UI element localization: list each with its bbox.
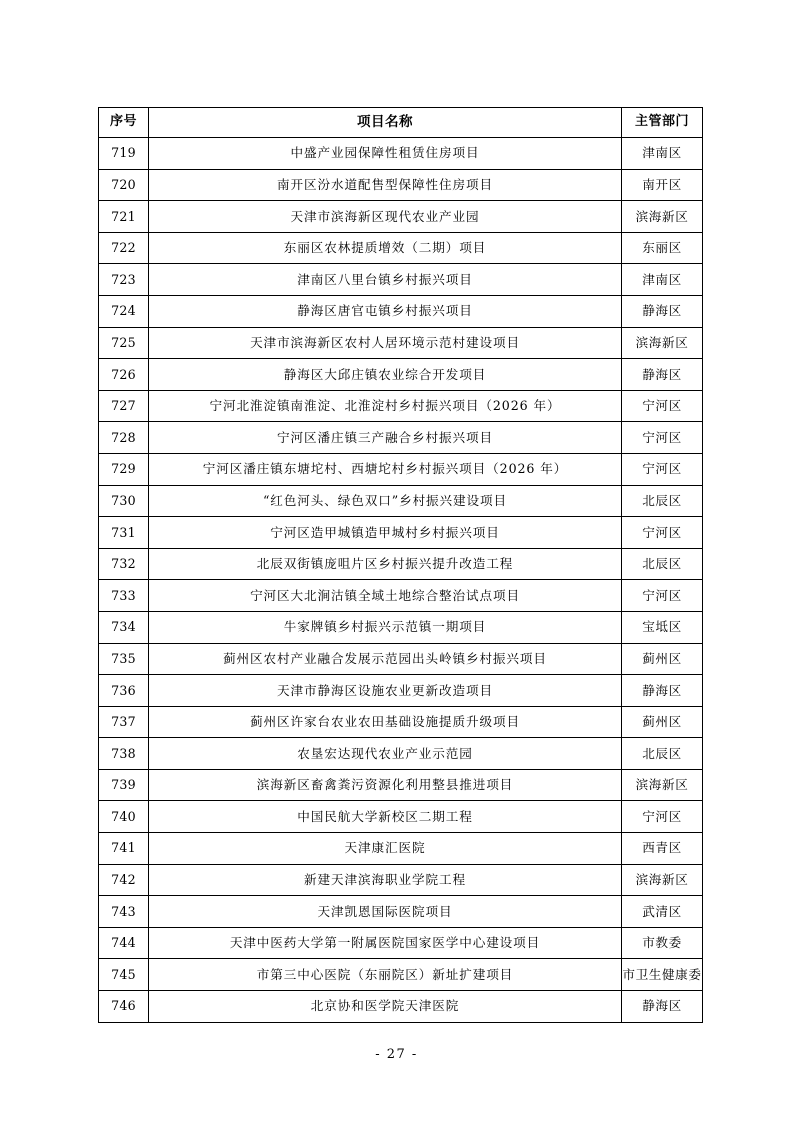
cell-department: 津南区 bbox=[622, 138, 703, 170]
cell-department: 南开区 bbox=[622, 169, 703, 201]
cell-department: 宁河区 bbox=[622, 453, 703, 485]
cell-sequence: 724 bbox=[99, 295, 149, 327]
cell-department: 宁河区 bbox=[622, 517, 703, 549]
cell-department: 宁河区 bbox=[622, 801, 703, 833]
cell-department: 宁河区 bbox=[622, 580, 703, 612]
cell-department: 静海区 bbox=[622, 991, 703, 1023]
cell-sequence: 735 bbox=[99, 643, 149, 675]
cell-project-name: “红色河头、绿色双口”乡村振兴建设项目 bbox=[149, 485, 622, 517]
cell-sequence: 729 bbox=[99, 453, 149, 485]
table-row bbox=[99, 264, 703, 296]
table-row bbox=[99, 485, 703, 517]
cell-project-name: 宁河区潘庄镇东塘坨村、西塘坨村乡村振兴项目（2026 年） bbox=[149, 453, 622, 485]
cell-sequence: 742 bbox=[99, 864, 149, 896]
table-row bbox=[99, 896, 703, 928]
cell-project-name: 天津市滨海新区现代农业产业园 bbox=[149, 201, 622, 233]
cell-project-name: 静海区大邱庄镇农业综合开发项目 bbox=[149, 359, 622, 391]
table-row bbox=[99, 580, 703, 612]
cell-project-name: 中盛产业园保障性租赁住房项目 bbox=[149, 138, 622, 170]
cell-sequence: 721 bbox=[99, 201, 149, 233]
cell-sequence: 745 bbox=[99, 959, 149, 991]
cell-project-name: 北京协和医学院天津医院 bbox=[149, 991, 622, 1023]
table-row bbox=[99, 643, 703, 675]
table-row bbox=[99, 833, 703, 865]
table-row bbox=[99, 359, 703, 391]
table-row bbox=[99, 548, 703, 580]
cell-department: 蓟州区 bbox=[622, 643, 703, 675]
cell-project-name: 静海区唐官屯镇乡村振兴项目 bbox=[149, 295, 622, 327]
cell-department: 蓟州区 bbox=[622, 706, 703, 738]
table-body bbox=[99, 138, 703, 1023]
table-row bbox=[99, 864, 703, 896]
cell-project-name: 津南区八里台镇乡村振兴项目 bbox=[149, 264, 622, 296]
cell-project-name: 蓟州区许家台农业农田基础设施提质升级项目 bbox=[149, 706, 622, 738]
page-number: - 27 - bbox=[375, 1047, 418, 1062]
table-row bbox=[99, 169, 703, 201]
cell-department: 静海区 bbox=[622, 675, 703, 707]
cell-project-name: 宁河区潘庄镇三产融合乡村振兴项目 bbox=[149, 422, 622, 454]
table-row bbox=[99, 295, 703, 327]
project-table bbox=[98, 107, 703, 1023]
table-row bbox=[99, 232, 703, 264]
column-header-sequence: 序号 bbox=[99, 108, 149, 138]
cell-project-name: 滨海新区畜禽粪污资源化利用整县推进项目 bbox=[149, 769, 622, 801]
table-row bbox=[99, 138, 703, 170]
cell-department: 宁河区 bbox=[622, 422, 703, 454]
cell-department: 西青区 bbox=[622, 833, 703, 865]
cell-sequence: 733 bbox=[99, 580, 149, 612]
table-row bbox=[99, 201, 703, 233]
table-row bbox=[99, 738, 703, 770]
table-row bbox=[99, 959, 703, 991]
cell-sequence: 739 bbox=[99, 769, 149, 801]
table-row bbox=[99, 611, 703, 643]
cell-sequence: 726 bbox=[99, 359, 149, 391]
cell-project-name: 天津市静海区设施农业更新改造项目 bbox=[149, 675, 622, 707]
cell-sequence: 734 bbox=[99, 611, 149, 643]
cell-sequence: 746 bbox=[99, 991, 149, 1023]
cell-sequence: 720 bbox=[99, 169, 149, 201]
cell-department: 宁河区 bbox=[622, 390, 703, 422]
cell-sequence: 737 bbox=[99, 706, 149, 738]
table-row bbox=[99, 390, 703, 422]
cell-sequence: 730 bbox=[99, 485, 149, 517]
cell-project-name: 新建天津滨海职业学院工程 bbox=[149, 864, 622, 896]
cell-department: 北辰区 bbox=[622, 485, 703, 517]
cell-department: 滨海新区 bbox=[622, 864, 703, 896]
cell-department: 宝坻区 bbox=[622, 611, 703, 643]
cell-sequence: 725 bbox=[99, 327, 149, 359]
cell-project-name: 东丽区农林提质增效（二期）项目 bbox=[149, 232, 622, 264]
cell-department: 滨海新区 bbox=[622, 327, 703, 359]
cell-department: 滨海新区 bbox=[622, 769, 703, 801]
cell-project-name: 宁河北淮淀镇南淮淀、北淮淀村乡村振兴项目（2026 年） bbox=[149, 390, 622, 422]
cell-sequence: 736 bbox=[99, 675, 149, 707]
cell-project-name: 天津凯恩国际医院项目 bbox=[149, 896, 622, 928]
cell-project-name: 中国民航大学新校区二期工程 bbox=[149, 801, 622, 833]
table-row bbox=[99, 801, 703, 833]
cell-project-name: 宁河区造甲城镇造甲城村乡村振兴项目 bbox=[149, 517, 622, 549]
table-row bbox=[99, 769, 703, 801]
column-header-department: 主管部门 bbox=[622, 108, 703, 138]
table-row bbox=[99, 675, 703, 707]
cell-department: 津南区 bbox=[622, 264, 703, 296]
cell-department: 滨海新区 bbox=[622, 201, 703, 233]
project-table-container bbox=[98, 107, 702, 1023]
cell-department: 武清区 bbox=[622, 896, 703, 928]
cell-project-name: 宁河区大北涧沽镇全域土地综合整治试点项目 bbox=[149, 580, 622, 612]
column-header-project-name: 项目名称 bbox=[149, 108, 622, 138]
cell-project-name: 北辰双街镇庞咀片区乡村振兴提升改造工程 bbox=[149, 548, 622, 580]
table-row bbox=[99, 327, 703, 359]
cell-project-name: 市第三中心医院（东丽院区）新址扩建项目 bbox=[149, 959, 622, 991]
cell-department: 东丽区 bbox=[622, 232, 703, 264]
cell-sequence: 741 bbox=[99, 833, 149, 865]
cell-sequence: 727 bbox=[99, 390, 149, 422]
table-header-row bbox=[99, 108, 703, 138]
cell-project-name: 蓟州区农村产业融合发展示范园出头岭镇乡村振兴项目 bbox=[149, 643, 622, 675]
cell-sequence: 732 bbox=[99, 548, 149, 580]
cell-project-name: 农垦宏达现代农业产业示范园 bbox=[149, 738, 622, 770]
table-row bbox=[99, 453, 703, 485]
cell-sequence: 719 bbox=[99, 138, 149, 170]
table-row bbox=[99, 517, 703, 549]
cell-department: 市教委 bbox=[622, 927, 703, 959]
cell-sequence: 744 bbox=[99, 927, 149, 959]
cell-department: 静海区 bbox=[622, 295, 703, 327]
cell-department: 北辰区 bbox=[622, 738, 703, 770]
cell-project-name: 天津康汇医院 bbox=[149, 833, 622, 865]
cell-sequence: 738 bbox=[99, 738, 149, 770]
cell-department: 北辰区 bbox=[622, 548, 703, 580]
cell-sequence: 743 bbox=[99, 896, 149, 928]
table-row bbox=[99, 927, 703, 959]
table-header bbox=[99, 108, 703, 138]
cell-sequence: 728 bbox=[99, 422, 149, 454]
cell-sequence: 722 bbox=[99, 232, 149, 264]
cell-sequence: 723 bbox=[99, 264, 149, 296]
cell-sequence: 740 bbox=[99, 801, 149, 833]
table-row bbox=[99, 991, 703, 1023]
cell-project-name: 牛家牌镇乡村振兴示范镇一期项目 bbox=[149, 611, 622, 643]
cell-project-name: 南开区汾水道配售型保障性住房项目 bbox=[149, 169, 622, 201]
cell-project-name: 天津市滨海新区农村人居环境示范村建设项目 bbox=[149, 327, 622, 359]
cell-department: 市卫生健康委 bbox=[622, 959, 703, 991]
cell-department: 静海区 bbox=[622, 359, 703, 391]
table-row bbox=[99, 422, 703, 454]
table-row bbox=[99, 706, 703, 738]
cell-project-name: 天津中医药大学第一附属医院国家医学中心建设项目 bbox=[149, 927, 622, 959]
cell-sequence: 731 bbox=[99, 517, 149, 549]
